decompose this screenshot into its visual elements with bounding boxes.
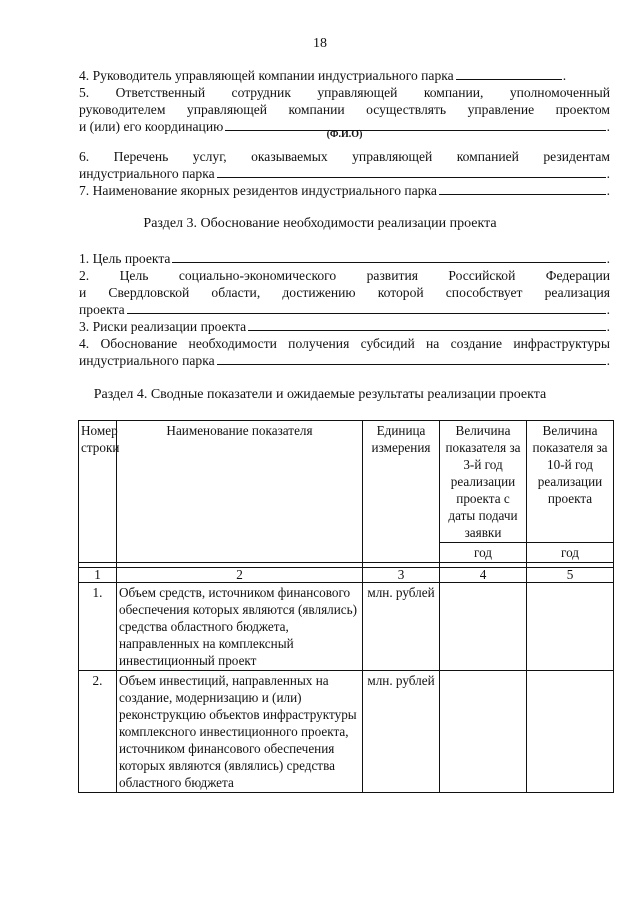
item-4-manager: 4. Руководитель управляющей компании индустриального парка . xyxy=(79,68,567,83)
section-3-item-3-label: 3. Риски реализации проекта xyxy=(79,319,247,334)
row-number: 2. xyxy=(79,671,117,793)
item-7: 7. Наименование якорных резидентов индустриального парка . xyxy=(79,183,610,198)
item-5-line-1: 5. Ответственный сотрудник управляющей компании, уполномоченный xyxy=(79,85,610,100)
section-3-item-4-label: индустриального парка xyxy=(79,353,215,368)
section-3-item-2-line-3: проекта . xyxy=(79,302,610,317)
section-3-item-1: 1. Цель проекта . xyxy=(79,251,610,266)
row-value-year-3 xyxy=(440,583,527,671)
section-4-title: Раздел 4. Сводные показатели и ожидаемые результаты реализации проекта xyxy=(93,387,547,402)
row-number: 1. xyxy=(79,583,117,671)
header-year-label-5: год xyxy=(527,543,614,563)
column-number-4: 4 xyxy=(440,568,527,583)
section-3-item-3-blank-line xyxy=(248,318,605,331)
row-value-year-3 xyxy=(440,671,527,793)
header-unit: Единица измерения xyxy=(363,421,440,563)
header-value-year-10: Величина показателя за 10-й год реализации проекта xyxy=(527,421,614,543)
item-6-line-1: 6. Перечень услуг, оказываемых управляющей компанией резидентам xyxy=(79,149,610,164)
section-3-item-2-line-2: и Свердловской области, достижению которой способствует реализация xyxy=(79,285,610,300)
section-3-item-2-label: проекта xyxy=(79,302,125,317)
item-6-line-2: индустриального парка . xyxy=(79,166,610,181)
item-5-label: и (или) его координацию xyxy=(79,119,224,134)
column-number-3: 3 xyxy=(363,568,440,583)
header-row-number: Номер строки xyxy=(79,421,117,563)
section-3-item-1-label: 1. Цель проекта xyxy=(79,251,171,266)
column-number-5: 5 xyxy=(527,568,614,583)
item-4-blank-line xyxy=(456,67,562,80)
table-row xyxy=(79,583,614,671)
header-year-label-4: год xyxy=(440,543,527,563)
column-number-2: 2 xyxy=(117,568,363,583)
row-unit: млн. рублей xyxy=(363,671,440,793)
table-header-row xyxy=(79,421,614,543)
item-6-label: индустриального парка xyxy=(79,166,215,181)
page-number: 18 xyxy=(313,36,327,51)
column-number-1: 1 xyxy=(79,568,117,583)
item-7-label: 7. Наименование якорных резидентов индустриального парка xyxy=(79,183,437,198)
item-5-line-3: и (или) его координацию . xyxy=(79,119,610,134)
section-3-item-4-blank-line xyxy=(217,352,606,365)
row-value-year-10 xyxy=(527,671,614,793)
table-row xyxy=(79,671,614,793)
section-3-item-2-line-1: 2. Цель социально-экономического развития Российской Федерации xyxy=(79,268,610,283)
section-3-item-2-blank-line xyxy=(127,301,606,314)
section-3-item-4-line-1: 4. Обоснование необходимости получения субсидий на создание инфраструктуры xyxy=(79,336,610,351)
row-indicator-name: Объем средств, источником финансового обеспечения которых являются (являлись) средства областного бюджета, направленных на комплексный инвестиционный проект xyxy=(117,583,363,671)
item-5-line-2: руководителем управляющей компании осуществлять управление проектом xyxy=(79,102,610,117)
item-7-blank-line xyxy=(439,182,606,195)
row-indicator-name: Объем инвестиций, направленных на создание, модернизацию и (или) реконструкцию объектов инфраструктуры комплексного инвестиционного проекта, источником финансового обеспечения которых являются (являлись) средства областного бюджета xyxy=(117,671,363,793)
header-value-year-3: Величина показателя за 3-й год реализации проекта с даты подачи заявки xyxy=(440,421,527,543)
row-unit: млн. рублей xyxy=(363,583,440,671)
section-3-title: Раздел 3. Обоснование необходимости реализации проекта xyxy=(143,216,497,231)
indicators-table xyxy=(78,420,614,793)
section-3-item-1-blank-line xyxy=(172,250,605,263)
table-column-numbers-row xyxy=(79,568,614,583)
section-3-item-3: 3. Риски реализации проекта . xyxy=(79,319,610,334)
section-3-item-4-line-2: индустриального парка . xyxy=(79,353,610,368)
item-6-blank-line xyxy=(217,165,606,178)
row-value-year-10 xyxy=(527,583,614,671)
fio-caption: (Ф.И.О) xyxy=(326,129,363,140)
header-indicator-name: Наименование показателя xyxy=(117,421,363,563)
item-4-label: 4. Руководитель управляющей компании индустриального парка xyxy=(79,68,454,83)
